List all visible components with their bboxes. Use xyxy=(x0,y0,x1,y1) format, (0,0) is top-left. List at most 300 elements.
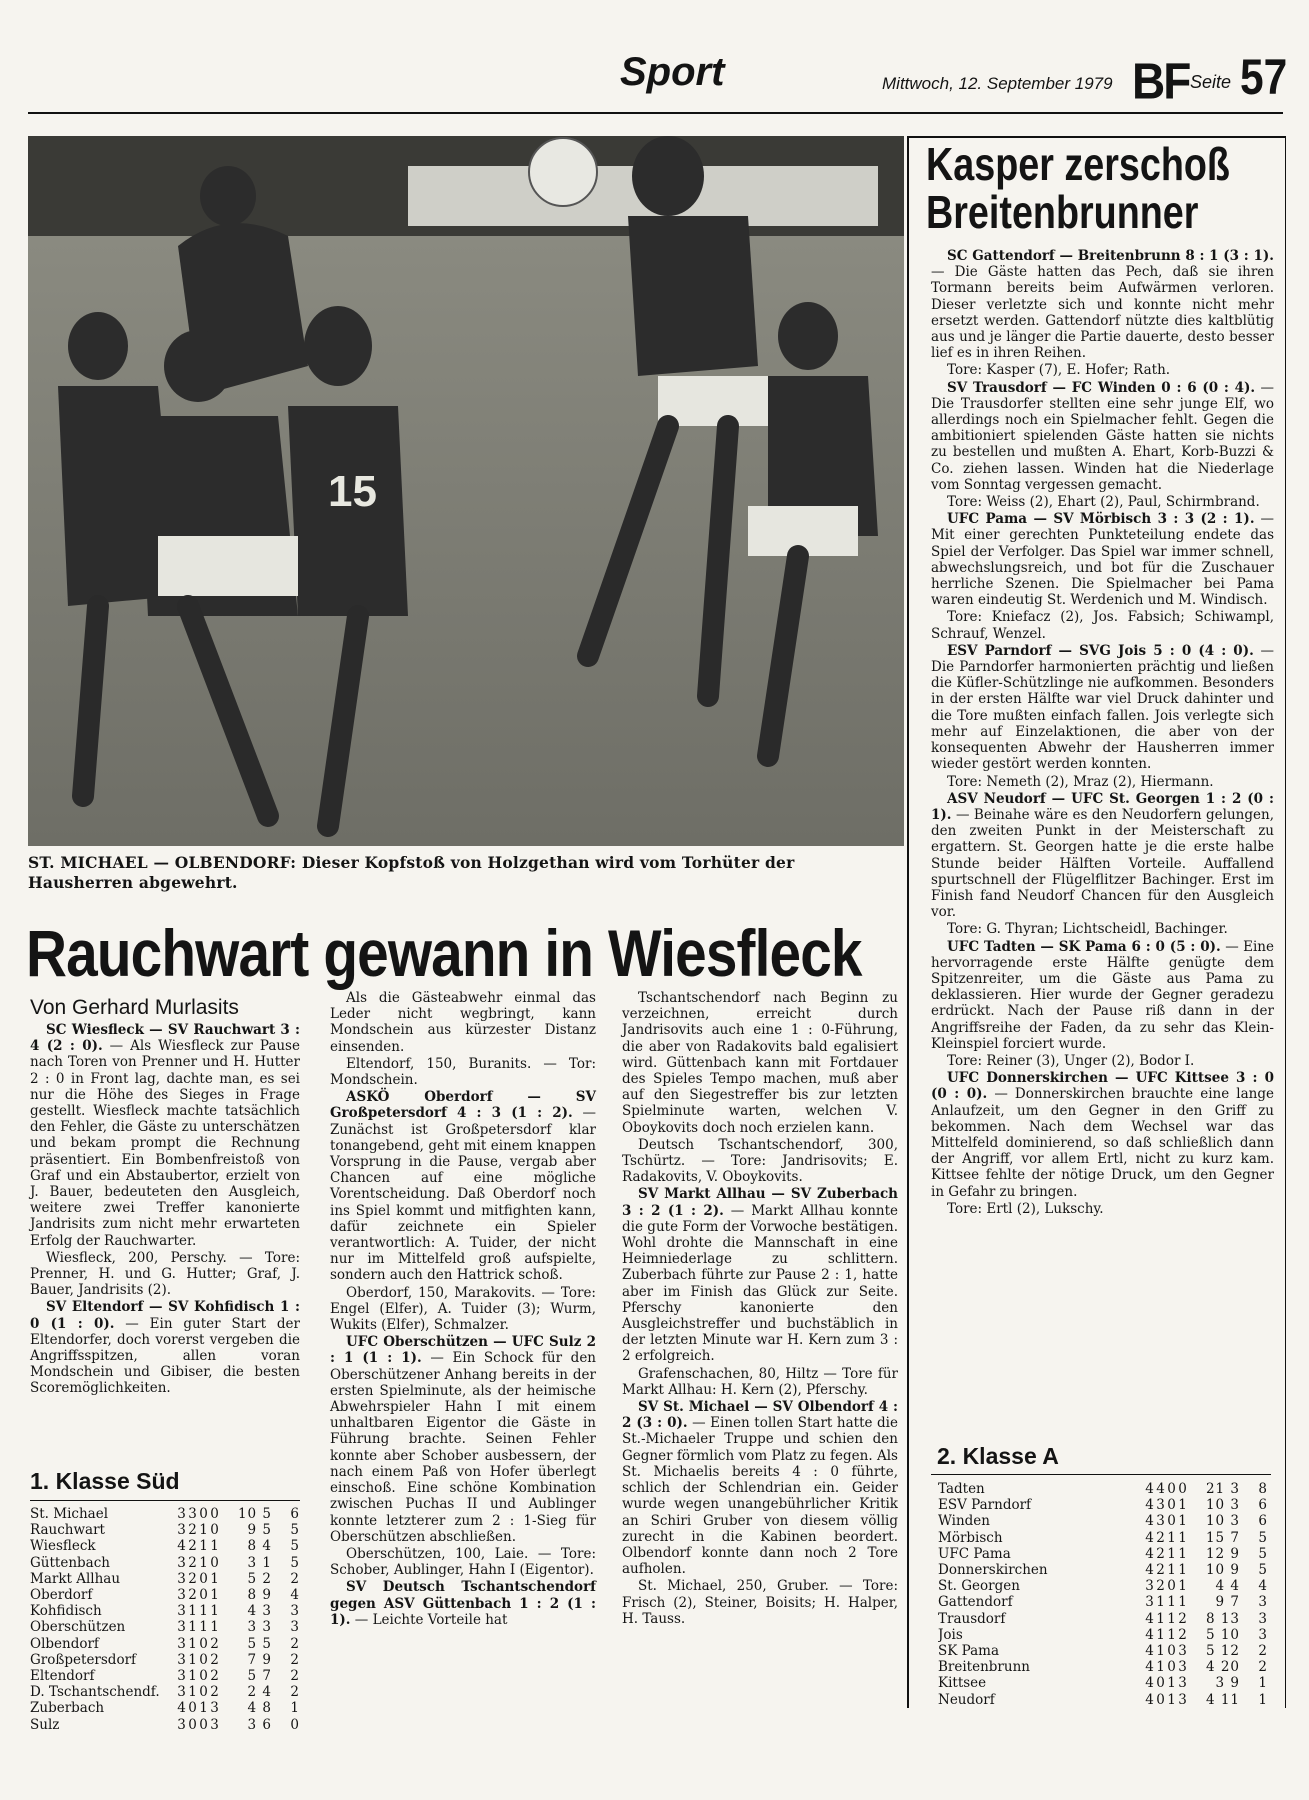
table-row xyxy=(30,1522,300,1538)
table-row xyxy=(938,1611,1268,1627)
photo-caption: ST. MICHAEL — OLBENDORF: Dieser Kopfstoß von Holzgethan wird vom Torhüter der Hausherren abgewehrt. xyxy=(28,853,795,892)
cell-w: 2 xyxy=(188,1587,197,1604)
table-row xyxy=(938,1692,1268,1708)
paragraph-text: Tore: Kniefacz (2), Jos. Fabsich; Schiwampl, Schrauf, Wenzel. xyxy=(931,609,1274,642)
jersey-number: 15 xyxy=(328,467,377,516)
cell-p: 4 xyxy=(1145,1659,1154,1676)
cell-w: 1 xyxy=(1156,1626,1165,1643)
cell-p: 3 xyxy=(177,1570,186,1587)
cell-l: 3 xyxy=(210,1716,219,1733)
cell-d: 1 xyxy=(199,1700,208,1717)
cell-goals: 9 5 xyxy=(247,1522,272,1539)
cell-team: St. Michael xyxy=(30,1506,109,1522)
cell-goals: 10 9 xyxy=(1205,1562,1240,1579)
paragraph-text: Tore: Kasper (7), E. Hofer; Rath. xyxy=(947,362,1171,379)
cell-team: Rauchwart xyxy=(30,1522,105,1539)
match-result-lead: UFC Oberschützen — UFC Sulz 2 : 1 (1 : 1). xyxy=(330,1334,596,1367)
table-row xyxy=(30,1506,300,1522)
cell-p: 3 xyxy=(177,1668,186,1685)
cell-p: 3 xyxy=(177,1506,186,1522)
paragraph xyxy=(622,1399,898,1577)
cell-pts: 5 xyxy=(290,1522,300,1539)
cell-p: 3 xyxy=(177,1587,186,1604)
paragraph xyxy=(622,990,898,1136)
cell-p: 4 xyxy=(1145,1691,1154,1708)
cell-goals: 5 2 xyxy=(247,1570,272,1587)
paragraph-text: Oberdorf, 150, Marakovits. — Tore: Engel (Elfer), A. Tuider (3); Wurm, Wukits (Elfer), Schmalzer. xyxy=(330,1284,596,1334)
paragraph xyxy=(931,939,1274,1052)
cell-pts: 1 xyxy=(1258,1675,1268,1692)
cell-pts: 3 xyxy=(290,1619,300,1636)
cell-p: 3 xyxy=(177,1603,186,1620)
cell-p: 3 xyxy=(177,1684,186,1701)
table-row xyxy=(938,1530,1268,1546)
cell-pts: 5 xyxy=(1258,1562,1268,1579)
cell-team: Gattendorf xyxy=(938,1594,1013,1611)
cell-p: 4 xyxy=(1145,1481,1154,1497)
table-row xyxy=(938,1659,1268,1675)
cell-team: Olbendorf xyxy=(30,1635,99,1652)
cell-goals: 3 9 xyxy=(1215,1675,1240,1692)
cell-w: 3 xyxy=(188,1506,197,1522)
cell-l: 1 xyxy=(1178,1594,1187,1611)
paragraph-text: — Einen tollen Start hatte die St.-Michaeler Truppe und schien den Gegner förmlich vom Platz zu fegen. Als St. Michaelis bereits 4 : 0 führte, schlich der Schlendrian ein. Geider wurde wegen unangebührlicher Kritik an Schiri Gruber von diesem völlig zurecht in die Kabinen beordert. Olbendorf konnte dann noch 2 Tore aufholen. xyxy=(622,1415,898,1578)
cell-team: St. Georgen xyxy=(938,1578,1020,1595)
match-result-lead: ASKÖ Oberdorf — SV Großpetersdorf 4 : 3 (1 : 2). xyxy=(330,1089,596,1122)
cell-pts: 2 xyxy=(1258,1643,1268,1660)
paragraph-text: — Die Trausdorfer stellten eine sehr junge Elf, wo allerdings noch ein Spielmacher fehlt. Gegen die ambitioniert spielenden Gäste hatten sie nichts zu bestellen und mußten A. Ehart, Korb-Buzzi & Co. ziehen lassen. Winden hat die Niederlage vom Sonntag vergessen gemacht. xyxy=(931,379,1274,493)
byline: Von Gerhard Murlasits xyxy=(30,996,239,1019)
cell-pts: 2 xyxy=(290,1684,300,1701)
side-headline-line2: Breitenbrunner xyxy=(926,186,1199,238)
cell-p: 3 xyxy=(177,1716,186,1733)
cell-pts: 2 xyxy=(290,1651,300,1668)
cell-d: 1 xyxy=(199,1554,208,1571)
cell-d: 1 xyxy=(1167,1594,1176,1611)
cell-goals: 4 8 xyxy=(247,1700,272,1717)
cell-goals: 10 5 xyxy=(237,1506,272,1522)
paragraph-text: Oberschützen, 100, Laie. — Tore: Schober, Aublinger, Hahn I (Eigentor). xyxy=(330,1545,596,1579)
table-row xyxy=(30,1700,300,1716)
article-column-2 xyxy=(330,990,596,1629)
cell-d: 0 xyxy=(1167,1659,1176,1676)
cell-w: 2 xyxy=(1156,1562,1165,1579)
cell-w: 0 xyxy=(188,1716,197,1733)
article-column-3 xyxy=(622,990,898,1628)
paragraph-text: — Markt Allhau konnte die gute Form der Vorwoche bestätigen. Wohl drohte die Mannschaft in eine Heimniederlage zu schlittern. Zuberbach führte zur Pause 2 : 1, hatte aber im Finish das Glück zur Seite. Pferschy kanonierte den Ausgleichstreffer und buchstäblich in der letzten Minute war H. Kern zum 3 : 2 erfolgreich. xyxy=(622,1202,899,1365)
paragraph xyxy=(622,1366,898,1398)
cell-goals: 12 9 xyxy=(1205,1545,1240,1562)
cell-pts: 6 xyxy=(1258,1497,1268,1514)
cell-team: Markt Allhau xyxy=(30,1570,121,1587)
cell-d: 1 xyxy=(1167,1562,1176,1579)
cell-l: 0 xyxy=(210,1554,219,1571)
cell-d: 0 xyxy=(1167,1578,1176,1595)
cell-w: 1 xyxy=(188,1635,197,1652)
cell-p: 4 xyxy=(1145,1545,1154,1562)
table-row xyxy=(30,1652,300,1668)
table-row xyxy=(30,1538,300,1554)
match-result-lead: ASV Neudorf — UFC St. Georgen 1 : 2 (0 : 1). xyxy=(931,790,1274,823)
cell-l: 1 xyxy=(1178,1513,1187,1530)
paragraph-text: Tore: Weiss (2), Ehart (2), Paul, Schirmbrand. xyxy=(947,494,1260,511)
cell-pts: 2 xyxy=(290,1635,300,1652)
paragraph-text: St. Michael, 250, Gruber. — Tore: Frisch (2), Steiner, Boisits; H. Halper, H. Tauss. xyxy=(622,1578,898,1627)
match-result-lead: SV Eltendorf — SV Kohfidisch 1 : 0 (1 : 0). xyxy=(30,1299,300,1332)
paragraph-text: Grafenschachen, 80, Hiltz — Tore für Markt Allhau: H. Kern (2), Pferschy. xyxy=(622,1365,898,1398)
cell-d: 1 xyxy=(199,1619,208,1636)
cell-l: 2 xyxy=(1178,1626,1187,1643)
paragraph xyxy=(622,1578,898,1627)
cell-pts: 8 xyxy=(1258,1481,1268,1497)
table-row xyxy=(938,1578,1268,1594)
paragraph-text: Tore: G. Thyran; Lichtscheidl, Bachinger. xyxy=(947,921,1228,938)
cell-team: Tadten xyxy=(938,1481,985,1497)
cell-d: 1 xyxy=(1167,1675,1176,1692)
cell-team: SK Pama xyxy=(938,1643,1000,1660)
cell-d: 0 xyxy=(199,1668,208,1685)
cell-goals: 5 12 xyxy=(1205,1643,1240,1660)
cell-w: 2 xyxy=(1156,1578,1165,1595)
table-sued-title: 1. Klasse Süd xyxy=(30,1468,180,1494)
match-photo xyxy=(28,136,904,846)
paragraph-text: — Ein guter Start der Eltendorfer, doch vorerst vergeben die Angriffsspitzen, allen voran Mondschein und Gibiser, die besten Scoremöglichkeiten. xyxy=(30,1315,300,1397)
paragraph xyxy=(931,248,1274,361)
cell-w: 1 xyxy=(188,1619,197,1636)
cell-l: 1 xyxy=(210,1619,219,1636)
paragraph-text: — Mit einer gerechten Punkteteilung endete das Spiel der Verfolger. Das Spiel war immer schnell, abwechslungsreich, und bot für die Zuschauer herrliche Szenen. Die Spielmacher bei Pama waren eindeutig St. Werdenich und M. Windisch. xyxy=(931,511,1275,609)
cell-l: 1 xyxy=(210,1538,219,1555)
paragraph-text: — Ein Schock für den Oberschützener Anhang bereits in der ersten Spielminute, als der heimische Abwehrspieler Hahn I mit einem unhaltbaren Eigentor die Gäste in Führung brachte. Seinen Fehler konnte aber Schober ausbessern, der nach einem Paß von Hofer überlegt einschoß. Eine schöne Kombination zwischen Puchas II und Aublinger konnte letzterer zum 2 : 1-Sieg für Oberschützen abschließen. xyxy=(330,1350,596,1545)
cell-goals: 9 7 xyxy=(1215,1594,1240,1611)
paragraph-text: Tschantschendorf nach Beginn zu verzeichnen, erreicht durch Jandrisovits auch eine 1 : 0-Führung, die aber von Radakovits bald egalisiert wird. Güttenbach kann mit Fortdauer des Spieles Tempo machen, muß aber auf den Siegestreffer bis zur letzten Spielminute warten, welchen V. Oboykovits doch noch erzielen kann. xyxy=(622,990,898,1136)
cell-l: 1 xyxy=(210,1587,219,1604)
cell-p: 3 xyxy=(177,1635,186,1652)
match-result-lead: UFC Pama — SV Mörbisch 3 : 3 (2 : 1). xyxy=(947,511,1255,528)
paragraph xyxy=(330,990,596,1055)
cell-team: Kohfidisch xyxy=(30,1603,102,1620)
cell-p: 4 xyxy=(1145,1626,1154,1643)
paragraph-text: — Beinahe wäre es den Neudorfern gelungen, den zweiten Punkt in der Meisterschaft zu ergattern. St. Georgen hatte je die erste halbe Stunde beider Hälften Vorteile. Auffallend spurtschnell der Flügelflitzer Bachinger. Erst im Finish fand Neudorf Chancen für den Ausgleich vor. xyxy=(931,806,1274,921)
section-title: Sport xyxy=(620,50,725,94)
cell-d: 1 xyxy=(199,1538,208,1555)
cell-p: 4 xyxy=(1145,1675,1154,1692)
cell-team: Güttenbach xyxy=(30,1554,110,1571)
table-row xyxy=(30,1587,300,1603)
cell-l: 3 xyxy=(1178,1675,1187,1692)
paragraph xyxy=(931,643,1274,773)
side-headline-line1: Kasper zerschoß xyxy=(926,138,1230,190)
table-row xyxy=(30,1668,300,1684)
cell-p: 3 xyxy=(177,1619,186,1636)
paragraph xyxy=(931,774,1274,790)
table-row xyxy=(30,1619,300,1635)
cell-team: ESV Parndorf xyxy=(938,1497,1032,1514)
paragraph-text: — Die Gäste hatten das Pech, daß sie ihren Tormann bereits beim Aufwärmen verloren. Dieser verletzte sich und konnte nicht mehr ersetzt werden. Gattendorf nützte dies kaltblütig aus und je länger die Partie dauerte, desto besser lief es in ihren Reihen. xyxy=(931,264,1274,362)
cell-l: 1 xyxy=(1178,1562,1187,1579)
table-row xyxy=(938,1546,1268,1562)
cell-d: 1 xyxy=(199,1522,208,1539)
cell-pts: 1 xyxy=(1258,1691,1268,1708)
issue-date: Mittwoch, 12. September 1979 xyxy=(882,74,1113,93)
cell-l: 1 xyxy=(1178,1529,1187,1546)
cell-pts: 0 xyxy=(290,1716,300,1733)
paragraph-text: Wiesfleck, 200, Perschy. — Tore: Prenner, H. und G. Hutter; Graf, J. Bauer, Jandrisits (2). xyxy=(30,1249,300,1299)
cell-w: 3 xyxy=(1156,1513,1165,1530)
cell-d: 1 xyxy=(1167,1545,1176,1562)
side-headline xyxy=(926,138,1230,238)
cell-p: 3 xyxy=(1145,1594,1154,1611)
paragraph-text: Als die Gästeabwehr einmal das Leder nicht wegbringt, kann Mondschein aus kürzester Distanz einsenden. xyxy=(330,990,596,1055)
cell-goals: 5 7 xyxy=(247,1668,272,1685)
cell-team: Zuberbach xyxy=(30,1700,105,1717)
paragraph-text: — Leichte Vorteile hat xyxy=(350,1611,508,1628)
table-a-rule xyxy=(931,1474,1271,1475)
page-number: 57 xyxy=(1240,49,1288,105)
cell-p: 3 xyxy=(177,1651,186,1668)
cell-w: 2 xyxy=(188,1522,197,1539)
cell-w: 2 xyxy=(188,1570,197,1587)
cell-w: 0 xyxy=(188,1700,197,1717)
cell-pts: 3 xyxy=(1258,1610,1268,1627)
table-row xyxy=(30,1555,300,1571)
paragraph xyxy=(330,1334,596,1545)
page-label: Seite xyxy=(1190,72,1232,92)
paragraph-text: — Die Parndorfer harmonierten prächtig und ließen die Küfler-Schützlinge nie aufkommen. Besonders in der ersten Hälfte war viel Druck dahinter und die Tore mußten einfach fallen. Jois verlegte sich mehr auf Einzelaktionen, die aber von der konsequenten Abwehr der Hausherren immer wieder gestört werden konnten. xyxy=(931,642,1274,773)
cell-team: Winden xyxy=(938,1513,990,1530)
paragraph xyxy=(931,1201,1274,1217)
cell-goals: 10 3 xyxy=(1205,1497,1240,1514)
cell-l: 2 xyxy=(210,1635,219,1652)
table-row xyxy=(30,1717,300,1733)
cell-goals: 3 3 xyxy=(247,1619,272,1636)
table-sued xyxy=(30,1506,300,1733)
cell-goals: 2 4 xyxy=(247,1684,272,1701)
cell-d: 1 xyxy=(199,1603,208,1620)
cell-w: 2 xyxy=(188,1554,197,1571)
cell-goals: 15 7 xyxy=(1205,1529,1240,1546)
cell-pts: 1 xyxy=(290,1700,300,1717)
cell-d: 0 xyxy=(199,1570,208,1587)
cell-d: 0 xyxy=(199,1587,208,1604)
match-result-lead: UFC Tadten — SK Pama 6 : 0 (5 : 0). xyxy=(947,938,1221,955)
cell-goals: 8 13 xyxy=(1205,1610,1240,1627)
cell-pts: 2 xyxy=(290,1668,300,1685)
cell-w: 2 xyxy=(188,1538,197,1555)
cell-d: 1 xyxy=(1167,1610,1176,1627)
cell-team: Mörbisch xyxy=(938,1529,1003,1546)
cell-w: 1 xyxy=(1156,1643,1165,1660)
cell-team: Eltendorf xyxy=(30,1668,95,1685)
cell-pts: 3 xyxy=(290,1603,300,1620)
cell-team: Oberdorf xyxy=(30,1587,93,1604)
paragraph xyxy=(30,1299,300,1396)
cell-l: 1 xyxy=(1178,1578,1187,1595)
cell-d: 0 xyxy=(1167,1643,1176,1660)
cell-l: 2 xyxy=(210,1651,219,1668)
header-rule xyxy=(28,112,1283,114)
paragraph xyxy=(931,609,1274,641)
cell-pts: 6 xyxy=(290,1506,300,1522)
soccer-photo-illustration xyxy=(28,136,904,846)
cell-team: Trausdorf xyxy=(938,1610,1006,1627)
paragraph xyxy=(931,1053,1274,1069)
paragraph xyxy=(330,1546,596,1578)
cell-d: 1 xyxy=(1167,1626,1176,1643)
cell-pts: 5 xyxy=(1258,1545,1268,1562)
paragraph xyxy=(622,1186,898,1364)
paragraph-text: Tore: Nemeth (2), Mraz (2), Hiermann. xyxy=(947,773,1214,790)
paragraph xyxy=(30,1022,300,1249)
cell-l: 3 xyxy=(210,1700,219,1717)
paragraph xyxy=(330,1579,596,1628)
paragraph xyxy=(30,1250,300,1299)
cell-team: Oberschützen xyxy=(30,1619,126,1636)
paragraph xyxy=(931,511,1274,608)
cell-w: 2 xyxy=(1156,1545,1165,1562)
table-row xyxy=(938,1627,1268,1643)
cell-p: 4 xyxy=(1145,1562,1154,1579)
cell-l: 2 xyxy=(1178,1610,1187,1627)
cell-goals: 21 3 xyxy=(1205,1481,1240,1497)
cell-pts: 3 xyxy=(1258,1626,1268,1643)
article-column-1 xyxy=(30,1022,300,1398)
cell-goals: 4 3 xyxy=(247,1603,272,1620)
table-row xyxy=(30,1684,300,1700)
cell-w: 3 xyxy=(1156,1497,1165,1514)
cell-p: 3 xyxy=(1145,1578,1154,1595)
cell-team: Donnerskirchen xyxy=(938,1562,1048,1579)
cell-team: Neudorf xyxy=(938,1691,995,1708)
paragraph-text: — Donnerskirchen brauchte eine lange Anlaufzeit, um den Gegner in den Griff zu bekommen. Nach dem Wechsel war das Mittelfeld dominierend, so daß schließlich dann der Angriff, vor allem Ertl, nicht zu kurz kam. Kittsee fehlte der nötige Druck, um den Gegner in Gefahr zu bringen. xyxy=(931,1086,1274,1200)
cell-team: UFC Pama xyxy=(938,1545,1011,1562)
cell-l: 0 xyxy=(210,1522,219,1539)
cell-w: 1 xyxy=(188,1603,197,1620)
cell-d: 0 xyxy=(199,1716,208,1733)
cell-p: 4 xyxy=(1145,1643,1154,1660)
cell-p: 4 xyxy=(1145,1529,1154,1546)
cell-team: D. Tschantschendf. xyxy=(30,1684,160,1701)
paragraph-text: Tore: Ertl (2), Lukschy. xyxy=(947,1200,1104,1217)
paragraph xyxy=(622,1137,898,1186)
cell-w: 0 xyxy=(1156,1691,1165,1708)
cell-w: 1 xyxy=(1156,1610,1165,1627)
cell-team: Breitenbrunn xyxy=(938,1659,1030,1676)
match-result-lead: SV St. Michael — SV Olbendorf 4 : 2 (3 : 0). xyxy=(622,1399,898,1432)
cell-w: 2 xyxy=(1156,1529,1165,1546)
cell-d: 0 xyxy=(199,1506,208,1522)
table-row xyxy=(938,1562,1268,1578)
paragraph-text: Eltendorf, 150, Buranits. — Tor: Mondschein. xyxy=(330,1055,596,1089)
table-row xyxy=(938,1594,1268,1610)
cell-l: 2 xyxy=(210,1668,219,1685)
cell-w: 0 xyxy=(1156,1675,1165,1692)
cell-d: 0 xyxy=(1167,1497,1176,1514)
cell-pts: 2 xyxy=(290,1570,300,1587)
paragraph xyxy=(330,1089,596,1283)
cell-d: 1 xyxy=(1167,1691,1176,1708)
table-row xyxy=(938,1643,1268,1659)
cell-goals: 3 1 xyxy=(247,1554,272,1571)
cell-pts: 5 xyxy=(290,1554,300,1571)
match-result-lead: SV Markt Allhau — SV Zuberbach 3 : 2 (1 : 2). xyxy=(622,1186,898,1219)
paragraph xyxy=(931,1070,1274,1200)
cell-d: 0 xyxy=(199,1684,208,1701)
cell-goals: 5 5 xyxy=(247,1635,272,1652)
cell-p: 3 xyxy=(177,1522,186,1539)
cell-p: 4 xyxy=(1145,1513,1154,1530)
cell-l: 3 xyxy=(1178,1691,1187,1708)
cell-l: 1 xyxy=(210,1570,219,1587)
match-result-lead: SV Deutsch Tschantschendorf gegen ASV Güttenbach 1 : 2 (1 : 1). xyxy=(330,1579,596,1628)
cell-team: Großpetersdorf xyxy=(30,1651,137,1668)
match-result-lead: UFC Donnerskirchen — UFC Kittsee 3 : 0 (0 : 0). xyxy=(931,1070,1274,1103)
cell-l: 3 xyxy=(1178,1643,1187,1660)
cell-d: 0 xyxy=(1167,1513,1176,1530)
cell-w: 1 xyxy=(1156,1594,1165,1611)
paragraph xyxy=(330,1056,596,1088)
cell-w: 1 xyxy=(188,1684,197,1701)
cell-goals: 5 10 xyxy=(1205,1626,1240,1643)
cell-team: Wiesfleck xyxy=(30,1538,96,1555)
cell-goals: 10 3 xyxy=(1205,1513,1240,1530)
table-row xyxy=(938,1513,1268,1529)
cell-w: 1 xyxy=(1156,1659,1165,1676)
cell-w: 1 xyxy=(188,1651,197,1668)
cell-pts: 4 xyxy=(1258,1578,1268,1595)
cell-pts: 5 xyxy=(1258,1529,1268,1546)
paragraph xyxy=(931,380,1274,493)
cell-w: 1 xyxy=(188,1668,197,1685)
side-article-text xyxy=(931,248,1274,1218)
cell-l: 2 xyxy=(210,1684,219,1701)
cell-d: 0 xyxy=(199,1635,208,1652)
cell-pts: 5 xyxy=(290,1538,300,1555)
table-row xyxy=(938,1675,1268,1691)
cell-l: 3 xyxy=(1178,1659,1187,1676)
table-row xyxy=(30,1636,300,1652)
cell-d: 1 xyxy=(1167,1529,1176,1546)
newspaper-logo: BF xyxy=(1132,52,1190,110)
cell-goals: 7 9 xyxy=(247,1651,272,1668)
cell-w: 4 xyxy=(1156,1481,1165,1497)
cell-l: 1 xyxy=(1178,1545,1187,1562)
table-sued-rule xyxy=(30,1500,300,1501)
cell-l: 0 xyxy=(1178,1481,1187,1497)
cell-p: 4 xyxy=(1145,1610,1154,1627)
cell-team: Sulz xyxy=(30,1716,60,1733)
paragraph xyxy=(330,1285,596,1334)
cell-goals: 3 6 xyxy=(247,1716,272,1733)
paragraph-text: — Zunächst ist Großpetersdorf klar tonangebend, geht mit einem knappen Vorsprung in die Pause, vergab aber Chancen auf eine mögliche Vorentscheidung. Daß Oberdorf noch ins Spiel kommt und mitfighten kann, dafür zeichnete ein Spieler verantwortlich: A. Tuider, der nicht nur im Mittelfeld groß aufspielte, sondern auch den Hattrick schoß. xyxy=(330,1105,596,1284)
paragraph-text: Deutsch Tschantschendorf, 300, Tschürtz. — Tore: Jandrisovits; E. Radakovits, V. Oboykovits. xyxy=(622,1136,898,1186)
paragraph-text: — Eine hervorragende erste Hälfte genügte dem Spitzenreiter, um die Gäste aus Pama zu deklassieren. Hier wurde der Gegner geradezu erdrückt. Nach der Pause riß dann in der Angriffsreihe der Faden, da zu sehr das Klein-Kleinspiel forciert wurde. xyxy=(931,938,1274,1052)
cell-l: 1 xyxy=(210,1603,219,1620)
cell-p: 4 xyxy=(1145,1497,1154,1514)
match-result-lead: SV Trausdorf — FC Winden 0 : 6 (0 : 4). xyxy=(947,379,1256,396)
cell-goals: 4 4 xyxy=(1215,1578,1240,1595)
cell-goals: 4 20 xyxy=(1205,1659,1240,1676)
table-a-title: 2. Klasse A xyxy=(937,1443,1059,1469)
table-row xyxy=(938,1497,1268,1513)
cell-goals: 4 11 xyxy=(1205,1691,1240,1708)
cell-goals: 8 4 xyxy=(247,1538,272,1555)
match-result-lead: SC Wiesfleck — SV Rauchwart 3 : 4 (2 : 0). xyxy=(30,1022,300,1055)
cell-l: 0 xyxy=(210,1506,219,1522)
paragraph xyxy=(931,791,1274,921)
cell-pts: 3 xyxy=(1258,1594,1268,1611)
cell-d: 0 xyxy=(1167,1481,1176,1497)
